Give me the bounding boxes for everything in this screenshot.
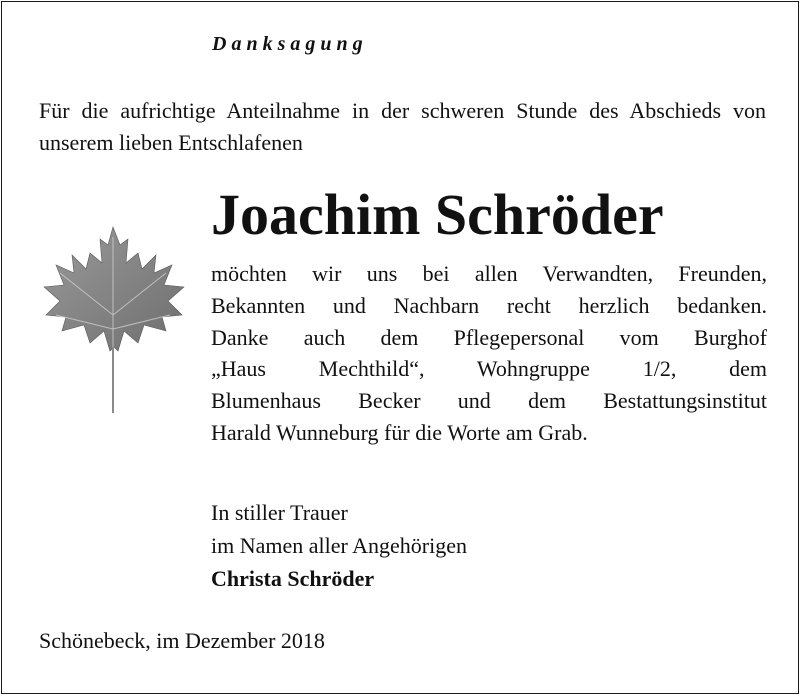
closing-block xyxy=(211,496,467,595)
heading: Danksagung xyxy=(212,33,368,55)
thanks-line: Blumenhaus Becker und dem Bestattungsinstitut xyxy=(211,388,767,414)
maple-leaf-icon xyxy=(38,225,188,415)
thanks-line: Danke auch dem Pflegepersonal vom Burghof xyxy=(211,324,767,350)
intro-text: Für die aufrichtige Anteilnahme in der schweren Stunde des Abschieds von unserem lieben Entschlafenen xyxy=(39,98,766,155)
deceased-name: Joachim Schröder xyxy=(211,182,664,247)
obituary-notice xyxy=(1,1,799,694)
thanks-line: Bekannten und Nachbarn recht herzlich bedanken. xyxy=(211,292,767,318)
signature: Christa Schröder xyxy=(211,566,375,591)
thanks-text xyxy=(211,258,767,449)
thanks-line: „Haus Mechthild“, Wohngruppe 1/2, dem xyxy=(211,356,767,382)
thanks-line: Harald Wunneburg für die Worte am Grab. xyxy=(211,419,588,445)
closing-line: im Namen aller Angehörigen xyxy=(211,533,467,558)
closing-line: In stiller Trauer xyxy=(211,500,348,525)
thanks-line: möchten wir uns bei allen Verwandten, Freunden, xyxy=(211,261,767,286)
place-date: Schönebeck, im Dezember 2018 xyxy=(39,628,325,653)
